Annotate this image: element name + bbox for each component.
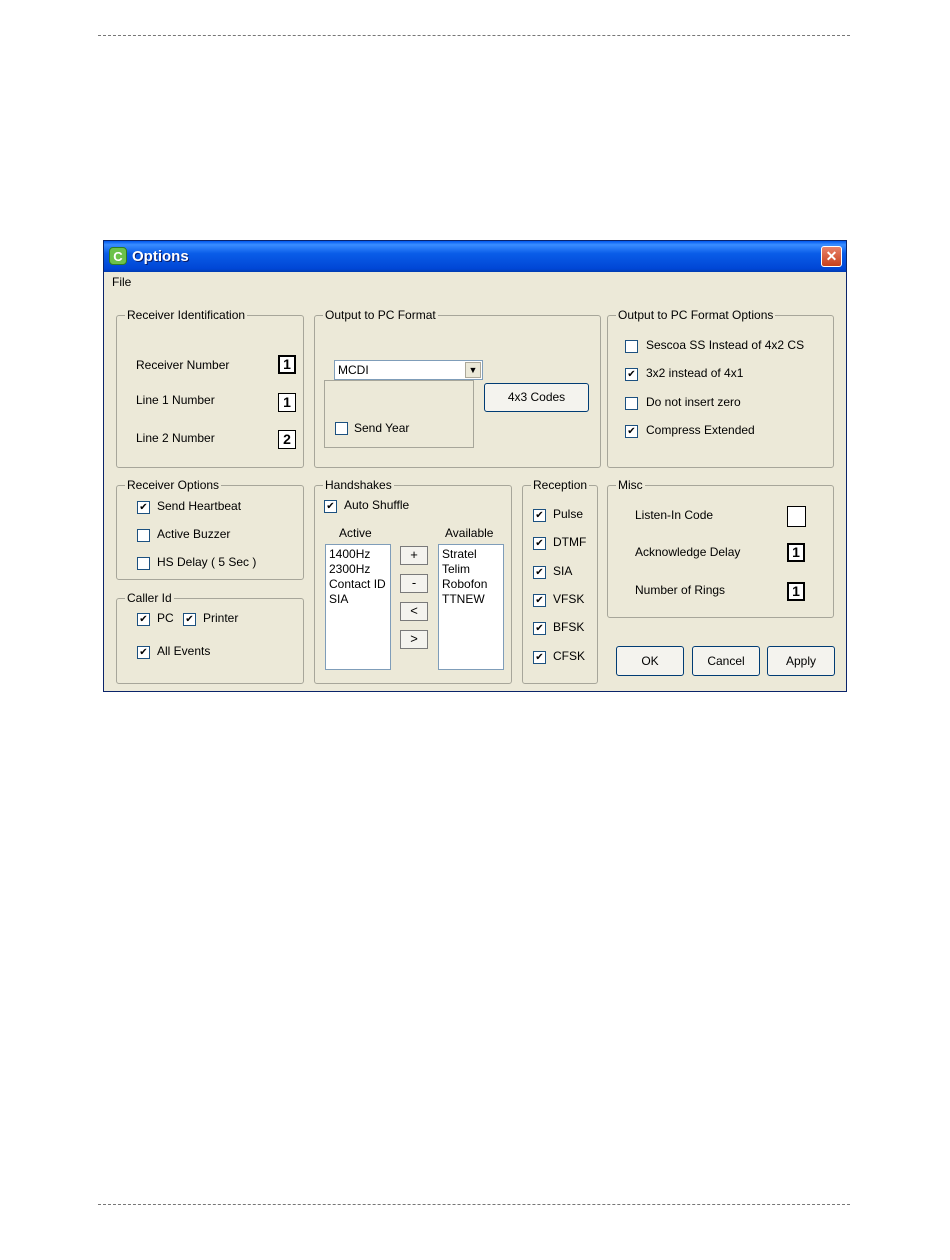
output-format-value: MCDI: [338, 363, 369, 377]
ack-delay-field[interactable]: 1: [787, 543, 805, 562]
3x2-label: 3x2 instead of 4x1: [646, 366, 744, 380]
line2-number-label: Line 2 Number: [136, 431, 215, 445]
list-item[interactable]: TTNEW: [442, 592, 485, 606]
move-left-button[interactable]: <: [400, 602, 428, 621]
hs-delay-label: HS Delay ( 5 Sec ): [157, 555, 257, 569]
bfsk-checkbox[interactable]: [533, 622, 546, 635]
page-header-rule: [98, 35, 850, 36]
list-item[interactable]: Robofon: [442, 577, 488, 591]
cfsk-checkbox[interactable]: [533, 651, 546, 664]
4x3-codes-button[interactable]: 4x3 Codes: [484, 383, 589, 412]
list-item[interactable]: Contact ID: [329, 577, 386, 591]
receiver-options-group: [116, 478, 304, 580]
pc-label: PC: [157, 611, 174, 625]
receiver-options-legend: Receiver Options: [127, 478, 220, 492]
move-right-button[interactable]: >: [400, 630, 428, 649]
dropdown-arrow-icon[interactable]: ▼: [465, 362, 481, 378]
pulse-label: Pulse: [553, 507, 584, 521]
available-header: Available: [445, 526, 494, 540]
compress-extended-label: Compress Extended: [646, 423, 755, 437]
receiver-identification-group: [116, 308, 304, 468]
vfsk-checkbox[interactable]: [533, 594, 546, 607]
output-format-select[interactable]: [334, 360, 483, 380]
compress-extended-checkbox[interactable]: [625, 425, 638, 438]
active-header: Active: [339, 526, 372, 540]
caller-id-legend: Caller Id: [127, 591, 172, 605]
reception-legend: Reception: [533, 478, 588, 492]
all-events-label: All Events: [157, 644, 211, 658]
menu-bar: [104, 272, 846, 293]
dtmf-label: DTMF: [553, 535, 587, 549]
ack-delay-label: Acknowledge Delay: [635, 545, 741, 559]
pulse-checkbox[interactable]: [533, 509, 546, 522]
send-year-label: Send Year: [354, 421, 410, 435]
ok-button[interactable]: OK: [616, 646, 684, 676]
send-heartbeat-checkbox[interactable]: [137, 501, 150, 514]
title-bar[interactable]: [104, 241, 846, 272]
sia-label: SIA: [553, 564, 573, 578]
misc-legend: Misc: [618, 478, 643, 492]
receiver-number-field[interactable]: 1: [278, 355, 296, 374]
active-buzzer-label: Active Buzzer: [157, 527, 231, 541]
list-item[interactable]: 2300Hz: [329, 562, 371, 576]
send-year-checkbox[interactable]: [335, 422, 348, 435]
list-item[interactable]: Telim: [442, 562, 471, 576]
line1-number-field[interactable]: 1: [278, 393, 296, 412]
send-heartbeat-label: Send Heartbeat: [157, 499, 242, 513]
page-footer-rule: [98, 1204, 850, 1205]
reception-group: [522, 478, 598, 684]
app-icon: C: [109, 247, 127, 265]
output-format-group: [314, 308, 601, 468]
sescoa-checkbox[interactable]: [625, 340, 638, 353]
rings-label: Number of Rings: [635, 583, 726, 597]
auto-shuffle-checkbox[interactable]: [324, 500, 337, 513]
no-insert-zero-checkbox[interactable]: [625, 397, 638, 410]
caller-id-group: [116, 591, 304, 684]
dtmf-checkbox[interactable]: [533, 537, 546, 550]
all-events-checkbox[interactable]: [137, 646, 150, 659]
line1-number-label: Line 1 Number: [136, 393, 215, 407]
sia-checkbox[interactable]: [533, 566, 546, 579]
line2-number-field[interactable]: 2: [278, 430, 296, 449]
cancel-button[interactable]: Cancel: [692, 646, 760, 676]
format-options-legend: Output to PC Format Options: [618, 308, 774, 322]
receiver-identification-legend: Receiver Identification: [127, 308, 246, 322]
list-item[interactable]: 1400Hz: [329, 547, 371, 561]
list-item[interactable]: SIA: [329, 592, 349, 606]
printer-checkbox[interactable]: [183, 613, 196, 626]
vfsk-label: VFSK: [553, 592, 585, 606]
options-dialog: [103, 240, 847, 692]
add-handshake-button[interactable]: +: [400, 546, 428, 565]
close-button[interactable]: ✕: [821, 246, 842, 267]
apply-button[interactable]: Apply: [767, 646, 835, 676]
send-year-frame: [324, 380, 474, 448]
remove-handshake-button[interactable]: -: [400, 574, 428, 593]
3x2-checkbox[interactable]: [625, 368, 638, 381]
listen-in-label: Listen-In Code: [635, 508, 714, 522]
misc-group: [607, 478, 834, 618]
pc-checkbox[interactable]: [137, 613, 150, 626]
active-handshakes-list[interactable]: [325, 544, 391, 670]
menu-file[interactable]: File: [112, 275, 132, 289]
rings-field[interactable]: 1: [787, 582, 805, 601]
output-format-legend: Output to PC Format: [325, 308, 436, 322]
hs-delay-checkbox[interactable]: [137, 557, 150, 570]
format-options-group: [607, 308, 834, 468]
window-title: Options: [132, 248, 189, 265]
list-item[interactable]: Stratel: [442, 547, 477, 561]
receiver-number-label: Receiver Number: [136, 358, 230, 372]
auto-shuffle-label: Auto Shuffle: [344, 498, 410, 512]
cfsk-label: CFSK: [553, 649, 586, 663]
listen-in-field[interactable]: [787, 506, 806, 527]
printer-label: Printer: [203, 611, 239, 625]
active-buzzer-checkbox[interactable]: [137, 529, 150, 542]
handshakes-legend: Handshakes: [325, 478, 392, 492]
no-insert-zero-label: Do not insert zero: [646, 395, 741, 409]
sescoa-label: Sescoa SS Instead of 4x2 CS: [646, 338, 805, 352]
handshakes-group: [314, 478, 512, 684]
bfsk-label: BFSK: [553, 620, 585, 634]
available-handshakes-list[interactable]: [438, 544, 504, 670]
